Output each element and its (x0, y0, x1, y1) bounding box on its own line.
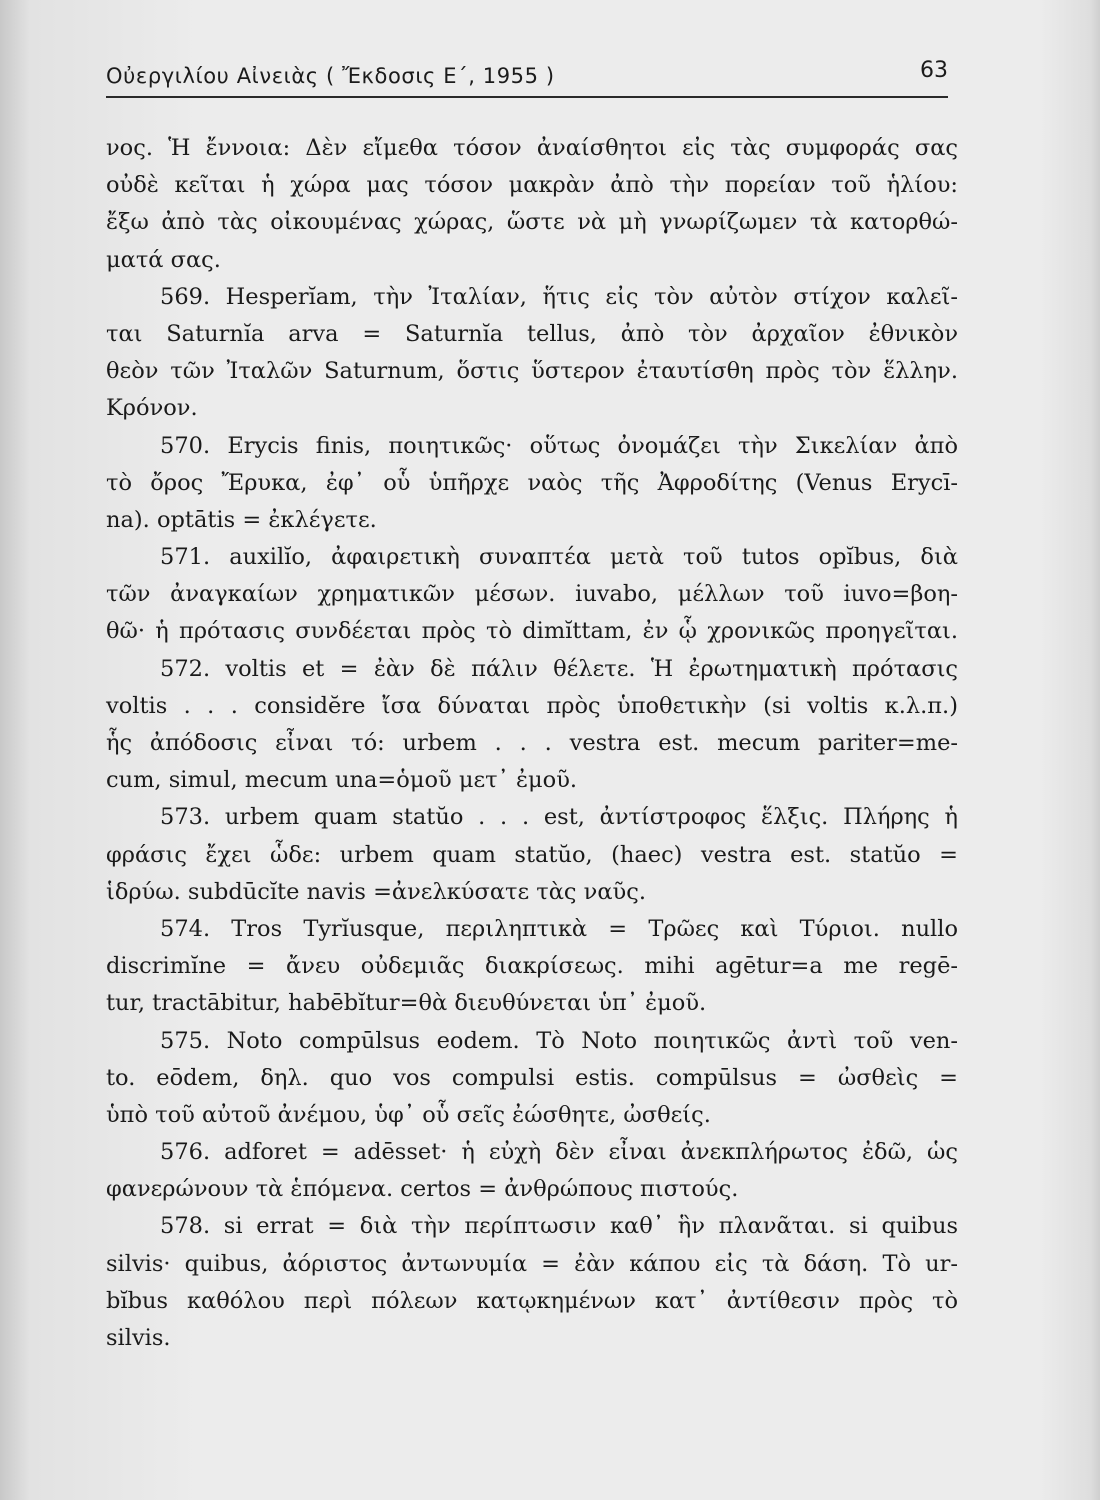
text-line: 576. adforet = adēsset· ἡ εὐχὴ δὲν εἶναι ἀνεκπλήρωτος ἐδῶ, ὡς (160, 1139, 958, 1166)
text-line: silvis. (106, 1325, 171, 1351)
text-line: cum, simul, mecum una=ὁμοῦ μετ᾿ ἐμοῦ. (106, 767, 578, 794)
text-line: voltis . . . considĕre ἴσα δύναται πρὸς ὑποθετικὴν (si voltis κ.λ.π.) (106, 692, 958, 719)
text-line: ται Saturnĭa arva = Saturnĭa tellus, ἀπὸ τὸν ἀρχαῖον ἐθνικὸν (106, 320, 958, 347)
text-line: 575. Noto compūlsus eodem. Τὸ Noto ποιητικῶς ἀντὶ τοῦ ven- (160, 1027, 958, 1054)
text-line: ἔξω ἀπὸ τὰς οἰκουμένας χώρας, ὥστε νὰ μὴ γνωρίζωμεν τὰ κατορθώ- (106, 209, 958, 236)
text-line: 572. voltis et = ἐὰν δὲ πάλιν θέλετε. Ἡ ἐρωτηματικὴ πρότασις (160, 655, 958, 682)
text-line: to. eōdem, δηλ. quo vos compulsi estis. compūlsus = ὠσθεὶς = (106, 1064, 958, 1091)
text-line: θεὸν τῶν Ἰταλῶν Saturnum, ὅστις ὕστερον ἐταυτίσθη πρὸς τὸν ἕλλην. (106, 358, 958, 385)
text-line: ὑπὸ τοῦ αὐτοῦ ἀνέμου, ὑφ᾿ οὗ σεῖς ἐώσθητε, ὠσθείς. (106, 1101, 711, 1128)
text-line: 573. urbem quam statŭo . . . est, ἀντίστροφος ἕλξις. Πλήρης ἡ (160, 804, 958, 831)
text-line: τῶν ἀναγκαίων χρηματικῶν μέσων. iuvabo, μέλλων τοῦ iuvo=βοη- (106, 581, 958, 608)
text-line: τὸ ὄρος Ἔρυκα, ἐφ᾿ οὗ ὑπῆρχε ναὸς τῆς Ἀφροδίτης (Venus Erycī- (106, 469, 958, 496)
text-line: Κρόνον. (106, 395, 198, 422)
text-line: bĭbus καθόλου περὶ πόλεων κατῳκημένων κατ᾿ ἀντίθεσιν πρὸς τὸ (106, 1287, 958, 1314)
text-line: 570. Erycis finis, ποιητικῶς· οὕτως ὀνομάζει τὴν Σικελίαν ἀπὸ (160, 432, 958, 459)
text-line: silvis· quibus, ἀόριστος ἀντωνυμία = ἐὰν κάπου εἰς τὰ δάση. Τὸ ur- (106, 1250, 958, 1277)
text-line: 571. auxilĭo, ἀφαιρετικὴ συναπτέα μετὰ τοῦ tutos opĭbus, διὰ (160, 544, 958, 571)
text-line: ματά σας. (106, 246, 221, 273)
text-line: νος. Ἡ ἔννοια: Δὲν εἴμεθα τόσον ἀναίσθητοι εἰς τὰς συμφοράς σας (106, 135, 958, 161)
page-header (106, 58, 948, 98)
text-line: θῶ· ἡ πρότασις συνδέεται πρὸς τὸ dimĭttam, ἐν ᾧ χρονικῶς προηγεῖται. (106, 618, 958, 645)
page-number: 63 (920, 58, 948, 83)
text-line: φράσις ἔχει ὧδε: urbem quam statŭo, (haec) vestra est. statŭo = (106, 841, 958, 868)
text-line: ἧς ἀπόδοσις εἶναι τό: urbem . . . vestra est. mecum pariter=me- (106, 730, 958, 756)
text-line: 569. Hesperĭam, τὴν Ἰταλίαν, ἥτις εἰς τὸν αὐτὸν στίχον καλεῖ- (160, 283, 958, 310)
body-text (106, 130, 958, 1357)
text-line: tur, tractābitur, habēbĭtur=θὰ διευθύνεται ὑπ᾿ ἐμοῦ. (106, 990, 707, 1017)
text-line: na). optātis = ἐκλέγετε. (106, 506, 377, 533)
text-line: φανερώνουν τὰ ἑπόμενα. certos = ἀνθρώπους πιστούς. (106, 1176, 739, 1203)
text-line: ἱδρύω. subdūcĭte navis =ἀνελκύσατε τὰς ναῦς. (106, 878, 646, 905)
running-title: Οὐεργιλίου Αἰνειὰς ( Ἔκδοσις Ε΄, 1955 ) (106, 64, 555, 88)
text-line: discrimĭne = ἄνευ οὐδεμιᾶς διακρίσεως. mihi agētur=a me regē- (106, 953, 958, 980)
text-line: οὐδὲ κεῖται ἡ χώρα μας τόσον μακρὰν ἀπὸ τὴν πορείαν τοῦ ἡλίου: (106, 172, 958, 199)
text-line: 574. Tros Tyrĭusque, περιληπτικὰ = Τρῶες καὶ Τύριοι. nullo (160, 915, 958, 942)
text-line: 578. si errat = διὰ τὴν περίπτωσιν καθ᾿ ἣν πλανᾶται. si quibus (160, 1213, 958, 1240)
